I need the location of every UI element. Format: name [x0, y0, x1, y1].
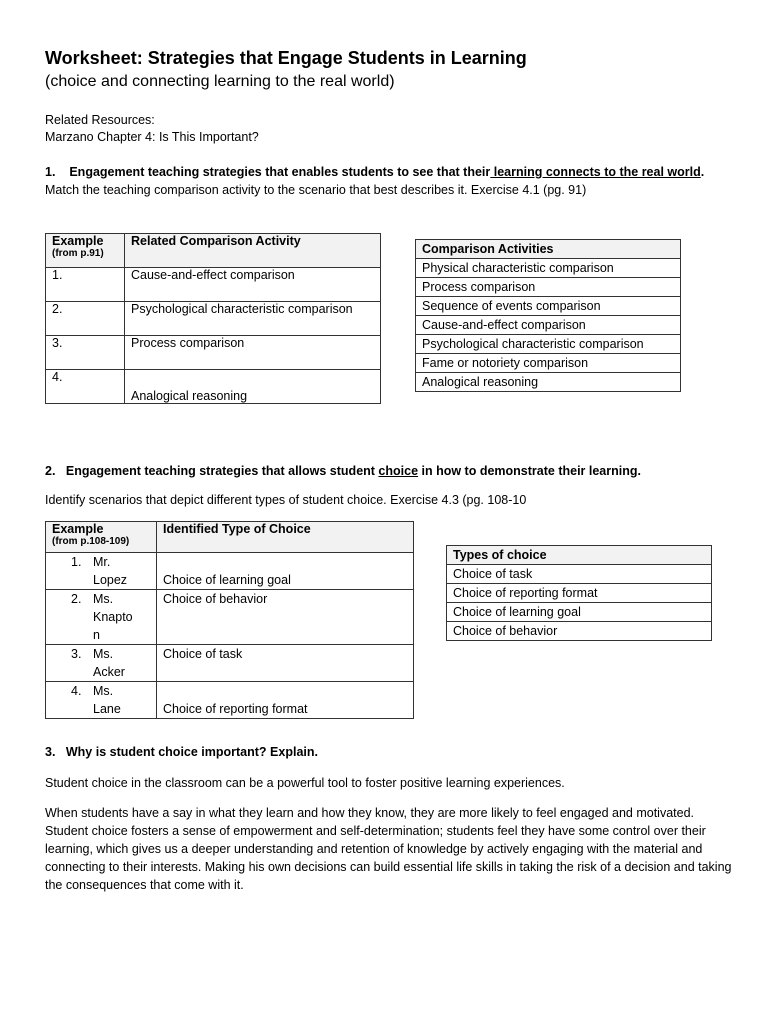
list-item: Analogical reasoning: [416, 373, 681, 392]
worksheet-subtitle: (choice and connecting learning to the real world): [45, 73, 395, 90]
table-header-activity: Related Comparison Activity: [125, 234, 381, 268]
table-row: [46, 268, 381, 302]
list-item: Fame or notoriety comparison: [416, 354, 681, 373]
list-item: Process comparison: [416, 278, 681, 297]
q3-answer-paragraph-2: When students have a say in what they learn and how they know, they are more likely to feel engaged and motivated. Student choice fosters a sense of empowerment and self-determination; students feel they have some control over their learning, which gives us a deeper understanding and retention of knowledge by actively engaging with the material and connecting to their interests. Making his own decisions can build essential life skills in taking the risk of a decision and taking the consequences that come with it.: [45, 806, 732, 892]
q3-number: 3.: [45, 745, 56, 759]
list-item: Choice of task: [447, 565, 712, 584]
table-row: [46, 590, 414, 645]
choice-match-table: [45, 521, 414, 719]
row-example: 4. Ms. Lane: [46, 682, 157, 719]
list-item: Physical characteristic comparison: [416, 259, 681, 278]
q1-instruction: Match the teaching comparison activity to the scenario that best describes it. Exercise 4.1 (pg. 91): [45, 183, 587, 197]
q3-heading-text: Why is student choice important? Explain.: [65, 745, 318, 759]
q1-heading: [45, 165, 704, 179]
q2-number: 2.: [45, 464, 56, 478]
table-header-example-source: (from p.91): [52, 248, 104, 259]
q2-instruction: Identify scenarios that depict different types of student choice. Exercise 4.3 (pg. 108-10: [45, 493, 527, 507]
q2-heading: [45, 464, 641, 478]
table-header-example: Example (from p.91): [46, 234, 125, 268]
row-choice: Choice of task: [157, 645, 414, 682]
table-row: [46, 302, 381, 336]
list-item: Choice of learning goal: [447, 603, 712, 622]
table-row: [46, 645, 414, 682]
q2-heading-emphasis: choice: [378, 464, 419, 478]
table-row: [46, 370, 381, 404]
q1-number: 1.: [45, 165, 56, 179]
comparison-match-table: [45, 233, 381, 404]
table-header-example: Example (from p.108-109): [46, 522, 157, 553]
q2-heading-end: in how to demonstrate their learning.: [418, 464, 641, 478]
table-header-example-source: (from p.108-109): [52, 536, 130, 547]
row-choice: Choice of behavior: [157, 590, 414, 645]
row-choice: Choice of learning goal: [157, 553, 414, 590]
row-activity: Analogical reasoning: [125, 370, 381, 404]
row-number: 2.: [46, 302, 125, 336]
table-row: [46, 682, 414, 719]
q1-heading-text: Engagement teaching strategies that enables students to see that their: [69, 165, 491, 179]
list-header: Types of choice: [447, 546, 712, 565]
row-example: 3. Ms. Acker: [46, 645, 157, 682]
table-row: [46, 553, 414, 590]
worksheet-title: Worksheet: Strategies that Engage Students in Learning: [45, 48, 527, 68]
related-resource: Marzano Chapter 4: Is This Important?: [45, 130, 259, 144]
types-of-choice-list: [446, 545, 712, 641]
table-header-choice: Identified Type of Choice: [157, 522, 414, 553]
list-item: Sequence of events comparison: [416, 297, 681, 316]
row-number: 3.: [46, 336, 125, 370]
related-resources-label: Related Resources:: [45, 113, 155, 127]
table-row: [46, 336, 381, 370]
row-activity: Process comparison: [125, 336, 381, 370]
q3-heading: [45, 745, 318, 759]
comparison-activities-list: [415, 239, 681, 392]
row-activity: Cause-and-effect comparison: [125, 268, 381, 302]
q2-heading-text: Engagement teaching strategies that allows student: [65, 464, 379, 478]
row-activity: Psychological characteristic comparison: [125, 302, 381, 336]
row-number: 1.: [46, 268, 125, 302]
list-item: Choice of reporting format: [447, 584, 712, 603]
q1-heading-emphasis: learning connects to the real world: [490, 165, 701, 179]
row-example: 2. Ms. Knapto n: [46, 590, 157, 645]
list-item: Cause-and-effect comparison: [416, 316, 681, 335]
row-choice: Choice of reporting format: [157, 682, 414, 719]
row-number: 4.: [46, 370, 125, 404]
list-item: Psychological characteristic comparison: [416, 335, 681, 354]
q1-heading-end: .: [700, 165, 705, 179]
list-header: Comparison Activities: [416, 240, 681, 259]
list-item: Choice of behavior: [447, 622, 712, 641]
q3-answer-paragraph-1: Student choice in the classroom can be a powerful tool to foster positive learning experiences.: [45, 776, 565, 790]
row-example: 1. Mr. Lopez: [46, 553, 157, 590]
